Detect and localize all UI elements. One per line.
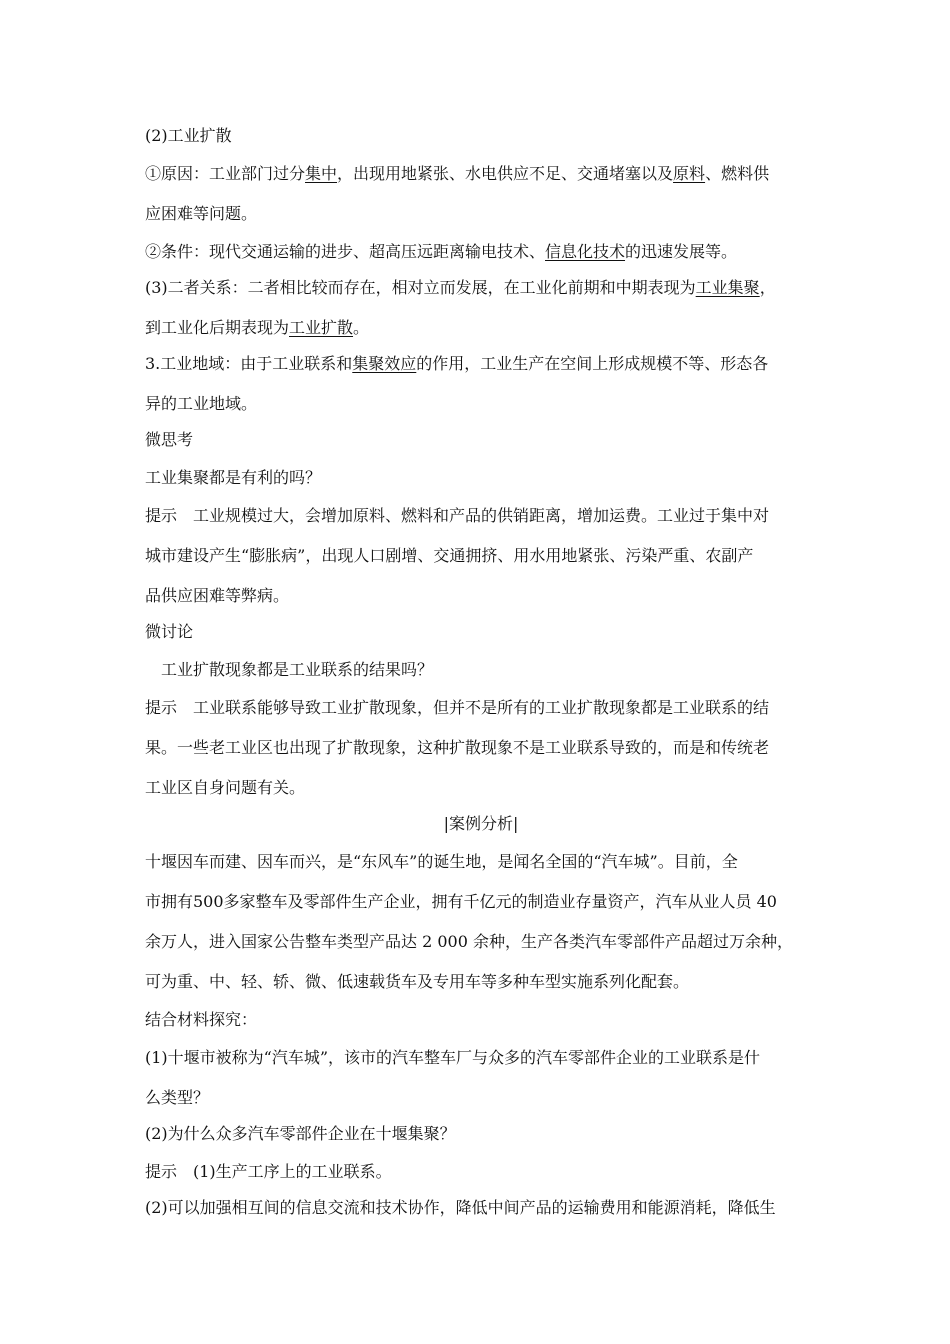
text: (3)二者关系：二者相比较而存在，相对立而发展，在工业化前期和中期表现为 (145, 278, 696, 297)
case-paragraph-1: 十堰因车而建、因车而兴，是“东风车”的诞生地，是闻名全国的“汽车城”。目前，全 (145, 852, 738, 871)
text: ，出现用地紧张、水电供应不足、交通堵塞以及 (337, 164, 674, 183)
text: 到工业化后期表现为 (145, 318, 290, 337)
hint-discuss-3: 工业区自身问题有关。 (145, 778, 306, 797)
text: 、燃料供 (705, 164, 770, 183)
hint-discuss-2: 果。一些老工业区也出现了扩散现象，这种扩散现象不是工业联系导致的，而是和传统老 (145, 738, 770, 757)
paragraph-cause-cont: 应困难等问题。 (145, 204, 258, 223)
text: 3.工业地域：由于工业联系和 (145, 354, 353, 373)
underlined-term: 集中 (305, 164, 338, 183)
question-2: (2)为什么众多汽车零部件企业在十堰集聚？ (145, 1124, 456, 1143)
paragraph-cause (145, 158, 769, 190)
explore-heading: 结合材料探究： (145, 1010, 258, 1029)
paragraph-condition (145, 236, 737, 268)
underlined-term: 工业集聚 (695, 278, 760, 297)
underlined-term: 集聚效应 (352, 354, 417, 373)
underlined-term: 工业扩散 (289, 318, 354, 337)
answer-2: (2)可以加强相互间的信息交流和技术协作，降低中间产品的运输费用和能源消耗，降低生 (145, 1198, 776, 1217)
paragraph-industrial-region (145, 348, 768, 380)
question-1: (1)十堰市被称为“汽车城”，该市的汽车整车厂与众多的汽车零部件企业的工业联系是什 (145, 1048, 761, 1067)
paragraph-relationship-cont (145, 312, 369, 344)
answer-1: 提示 (1)生产工序上的工业联系。 (145, 1162, 392, 1181)
underlined-term: 原料 (673, 164, 706, 183)
hint-discuss-1: 提示 工业联系能够导致工业扩散现象，但并不是所有的工业扩散现象都是工业联系的结 (145, 698, 770, 717)
hint-think-2: 城市建设产生“膨胀病”，出现人口剧增、交通拥挤、用水用地紧张、污染严重、农副产 (145, 546, 754, 565)
hint-think-1: 提示 工业规模过大，会增加原料、燃料和产品的供销距离，增加运费。工业过于集中对 (145, 506, 770, 525)
question-1-cont: 么类型？ (145, 1088, 210, 1107)
section-heading-discuss: 微讨论 (145, 622, 194, 641)
text: ①原因：工业部门过分 (145, 164, 306, 183)
text: 的迅速发展等。 (625, 242, 738, 261)
underlined-term: 信息化技术 (545, 242, 626, 261)
paragraph-relationship (145, 272, 776, 304)
hint-think-3: 品供应困难等弊病。 (145, 586, 290, 605)
text: 。 (353, 318, 370, 337)
case-paragraph-4: 可为重、中、轻、轿、微、低速载货车及专用车等多种车型实施系列化配套。 (145, 972, 690, 991)
question-discuss: 工业扩散现象都是工业联系的结果吗？ (145, 660, 434, 679)
text: ， (759, 278, 776, 297)
case-paragraph-3: 余万人，进入国家公告整车类型产品达 2 000 余种，生产各类汽车零部件产品超过万余种， (145, 932, 793, 951)
heading-industrial-diffusion: (2)工业扩散 (145, 126, 232, 145)
text: 的作用，工业生产在空间上形成规模不等、形态各 (416, 354, 769, 373)
case-paragraph-2: 市拥有500多家整车及零部件生产企业，拥有千亿元的制造业存量资产，汽车从业人员 40 (145, 892, 777, 911)
section-heading-case: |案例分析| (443, 814, 519, 833)
section-heading-think: 微思考 (145, 430, 194, 449)
paragraph-industrial-region-cont: 异的工业地域。 (145, 394, 258, 413)
question-think: 工业集聚都是有利的吗？ (145, 468, 322, 487)
text: ②条件：现代交通运输的进步、超高压远距离输电技术、 (145, 242, 546, 261)
